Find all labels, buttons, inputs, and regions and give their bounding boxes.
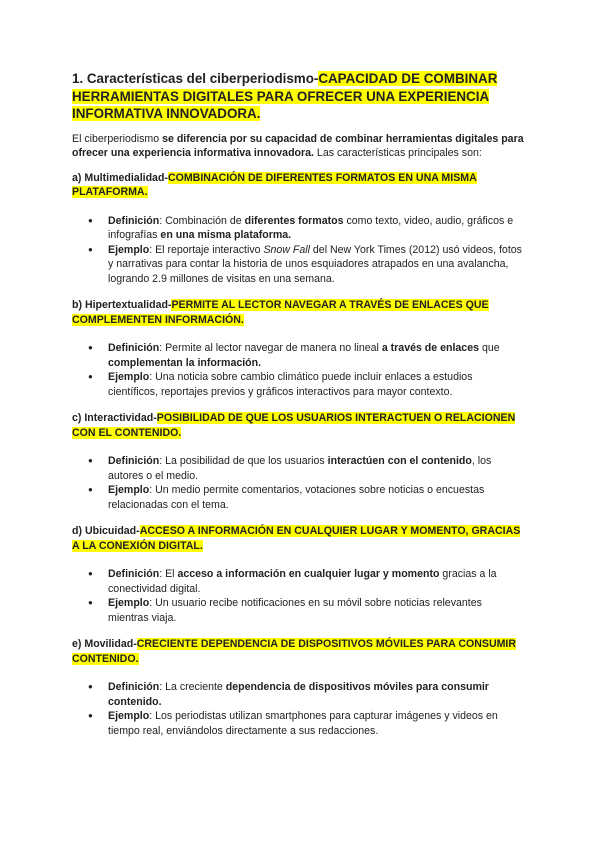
example-label: Ejemplo — [108, 484, 150, 496]
section-heading-highlight: ACCESO A INFORMACIÓN EN CUALQUIER LUGAR Y MOMENTO, GRACIAS A LA CONEXIÓN DIGITAL. — [72, 525, 521, 552]
definition-text: : Combinación de — [159, 214, 245, 227]
example-label: Ejemplo — [108, 243, 150, 256]
example-italic-title: Snow Fall — [263, 243, 310, 256]
example-label: Ejemplo — [108, 371, 150, 383]
definition-item — [72, 680, 524, 709]
definition-label: Definición — [108, 214, 160, 227]
example-text: : Un medio permite comentarios, votaciones sobre noticias o encuestas relacionadas con el tema. — [108, 484, 485, 511]
example-item — [72, 370, 524, 399]
intro-paragraph — [72, 132, 524, 161]
example-label: Ejemplo — [108, 597, 150, 609]
section-heading-label: e) Movilidad- — [72, 638, 137, 650]
section-list-ubicuidad — [72, 567, 524, 625]
definition-bold: dependencia de dispositivos móviles para consumir contenido. — [108, 681, 489, 708]
section-heading-label: a) Multimedialidad- — [72, 171, 168, 184]
definition-label: Definición — [108, 681, 160, 693]
main-title-prefix: 1. Características del ciberperiodismo- — [72, 71, 319, 86]
section-heading-label: d) Ubicuidad- — [72, 525, 140, 537]
definition-bold: en una misma plataforma. — [160, 229, 292, 241]
intro-start: El ciberperiodismo — [72, 132, 163, 145]
definition-bold: a través de enlaces — [381, 342, 479, 354]
definition-bold: diferentes formatos — [244, 214, 344, 227]
section-heading-highlight: PERMITE AL LECTOR NAVEGAR A TRAVÉS DE ENLACES QUE COMPLEMENTEN INFORMACIÓN. — [72, 299, 489, 326]
definition-item — [72, 214, 524, 243]
section-heading-highlight: CRECIENTE DEPENDENCIA DE DISPOSITIVOS MÓVILES PARA CONSUMIR CONTENIDO. — [72, 638, 517, 665]
intro-end: Las características principales son: — [313, 147, 482, 159]
example-text: : Los periodistas utilizan smartphones para capturar imágenes y videos en tiempo real, enviándolos directamente a sus redacciones. — [108, 710, 498, 737]
definition-text: que — [479, 342, 500, 354]
definition-bold: complementan la información. — [108, 356, 262, 369]
section-heading-interactividad — [72, 411, 524, 440]
example-text: del New York Times (2012) usó videos, fotos y narrativas para contar la historia de unos esquiadores atrapados en una avalancha, logrando 2.9 millones de visitas en una semana. — [108, 243, 522, 285]
example-text: : Una noticia sobre cambio climático puede incluir enlaces a estudios científicos, reportajes previos y gráficos interactivos para mayor contexto. — [108, 371, 473, 398]
main-title — [72, 70, 524, 123]
example-text: : Un usuario recibe notificaciones en su móvil sobre noticias relevantes mientras viaja. — [108, 597, 482, 624]
example-label: Ejemplo — [108, 710, 150, 722]
section-list-movilidad — [72, 680, 524, 738]
example-item — [72, 709, 524, 738]
definition-item — [72, 341, 524, 370]
definition-bold: interactúen con el contenido — [327, 455, 472, 467]
section-list-interactividad — [72, 454, 524, 512]
section-heading-ubicuidad — [72, 524, 524, 553]
example-item — [72, 483, 524, 512]
section-list-hipertextualidad — [72, 341, 524, 399]
section-heading-movilidad — [72, 637, 524, 666]
section-heading-hipertextualidad — [72, 298, 524, 327]
definition-text: como texto, video, audio, gráficos e infografías — [108, 214, 514, 241]
main-title-highlight: CAPACIDAD DE COMBINAR HERRAMIENTAS DIGITALES PARA OFRECER UNA EXPERIENCIA INFORMATIVA INNOVADORA. — [72, 71, 498, 121]
definition-item — [72, 454, 524, 483]
section-heading-multimedialidad — [72, 171, 524, 200]
definition-text: gracias a la conectividad digital. — [108, 568, 497, 595]
document-body — [72, 70, 524, 750]
section-list-multimedialidad — [72, 214, 524, 287]
definition-item — [72, 567, 524, 596]
definition-label: Definición — [108, 455, 160, 467]
example-item — [72, 596, 524, 625]
intro-bold: se diferencia por su capacidad de combinar herramientas digitales para ofrecer una experiencia informativa innovadora. — [72, 132, 524, 159]
section-heading-label: b) Hipertextualidad- — [72, 299, 172, 311]
definition-bold: acceso a información en cualquier lugar y momento — [177, 568, 440, 580]
definition-label: Definición — [108, 342, 160, 354]
definition-text: : Permite al lector navegar de manera no lineal — [159, 342, 382, 354]
definition-text: : El — [159, 568, 178, 580]
definition-label: Definición — [108, 568, 160, 580]
section-heading-highlight: COMBINACIÓN DE DIFERENTES FORMATOS EN UNA MISMA PLATAFORMA. — [72, 171, 477, 198]
definition-text: : La posibilidad de que los usuarios — [159, 455, 328, 467]
section-heading-highlight: POSIBILIDAD DE QUE LOS USUARIOS INTERACTUEN O RELACIONEN CON EL CONTENIDO. — [72, 412, 516, 439]
definition-text: : La creciente — [159, 681, 226, 693]
definition-text: , los autores o el medio. — [108, 455, 492, 482]
example-text: : El reportaje interactivo — [149, 243, 264, 256]
example-item — [72, 243, 524, 287]
section-heading-label: c) Interactividad- — [72, 412, 157, 424]
